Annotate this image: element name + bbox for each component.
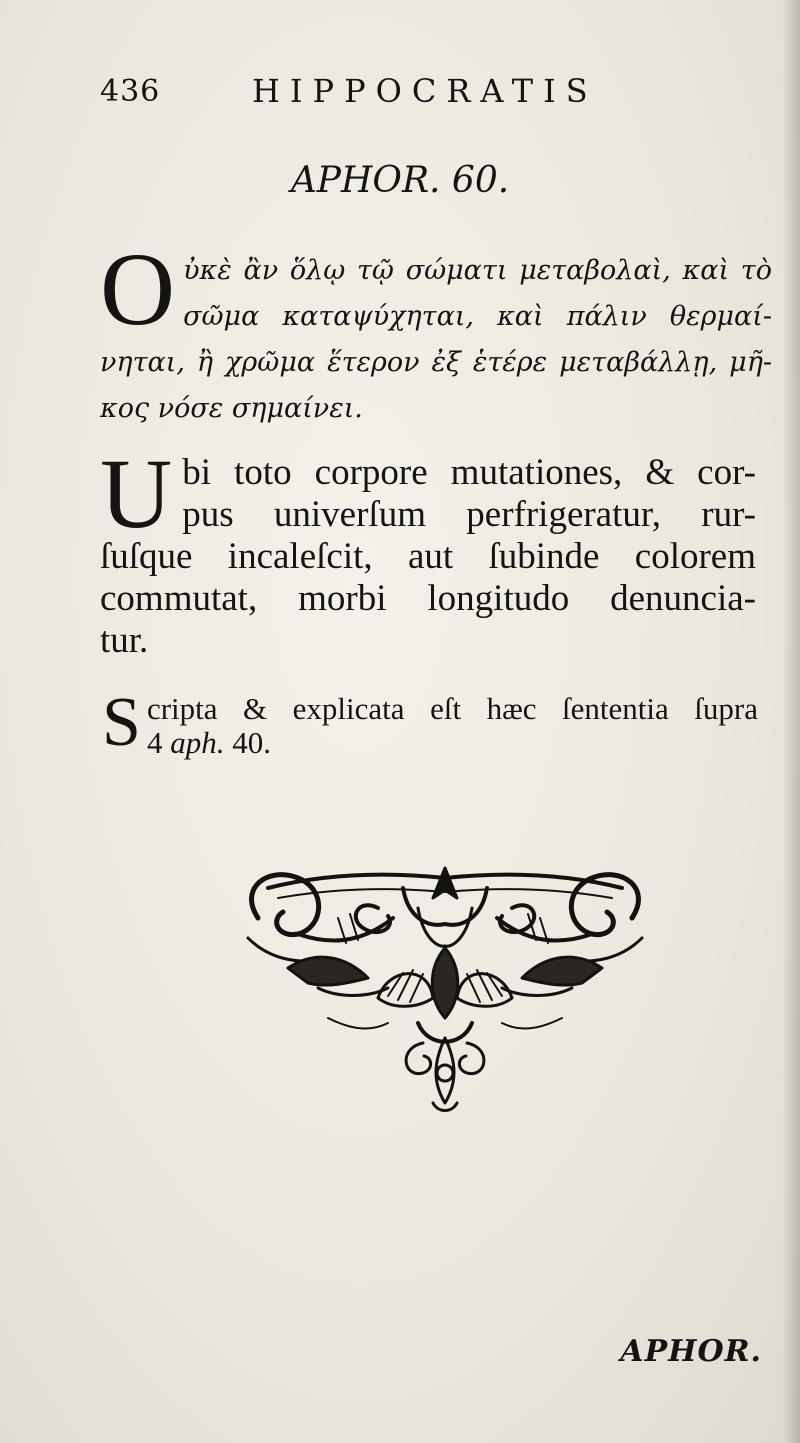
page-number: 436 — [100, 74, 161, 109]
greek-line: ὐκὲ ἂν ὅλῳ τῷ σώματι μεταβολαὶ, καὶ τὸ — [183, 255, 772, 286]
greek-dropcap: O — [100, 232, 176, 347]
note-line: cripta & explicata eſt hæc ſententia ſupra — [146, 691, 758, 726]
greek-line: σῶμα καταψύχηται, καὶ πάλιν θερμαί- — [183, 301, 772, 332]
latin-translation — [100, 438, 756, 662]
greek-line: νηται, ἢ χρῶμα ἕτερον ἐξ ἑτέρε μεταβάλλῃ, μῆ- — [100, 347, 772, 378]
latin-line: tur. — [100, 620, 149, 661]
running-title: HIPPOCRATIS — [252, 72, 598, 110]
note-reference-end: 40. — [232, 725, 271, 760]
greek-text — [100, 232, 772, 432]
note-line — [102, 726, 758, 760]
commentary-note — [102, 684, 758, 761]
catchword: APHOR. — [620, 1334, 762, 1369]
page-edge-shadow — [782, 0, 800, 1443]
latin-dropcap: U — [100, 438, 173, 549]
note-dropcap: S — [102, 684, 141, 761]
running-header — [92, 70, 732, 110]
latin-line: ſuſque incaleſcit, aut ſubinde colorem — [100, 536, 756, 577]
tailpiece-ornament — [228, 848, 662, 1118]
note-reference-abbrev: aph. — [170, 725, 225, 760]
note-reference-number: 4 — [146, 725, 163, 760]
latin-line: commutat, morbi longitudo denuncia- — [100, 578, 756, 619]
latin-line: bi toto corpore mutationes, & cor- — [182, 452, 756, 493]
latin-line: pus univerſum perfrigeratur, rur- — [182, 494, 756, 535]
greek-line: κος νόσε σημαίνει. — [100, 393, 363, 424]
aphorism-heading: APHOR. 60. — [290, 160, 510, 201]
